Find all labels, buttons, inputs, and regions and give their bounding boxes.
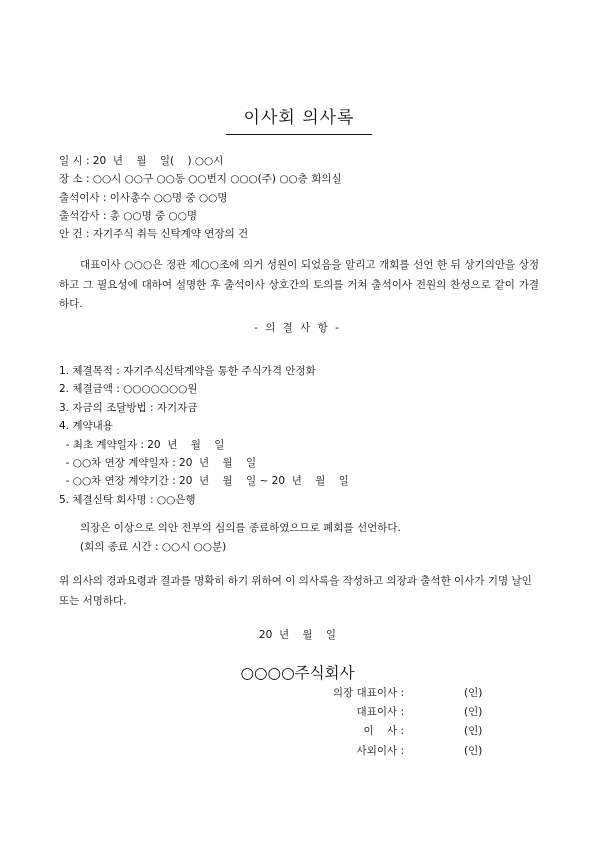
resolution-subitem: - ○○차 연장 계약일자 : 20 년 월 일 bbox=[59, 457, 257, 470]
certification-paragraph: 위 의사의 경과요령과 결과를 명확히 하기 위하여 이 의사록을 작성하고 의장과 출석한 이사가 기명 날인 또는 서명하다. bbox=[59, 575, 532, 607]
seal-mark: (인) bbox=[464, 725, 483, 738]
closing-statement bbox=[80, 519, 401, 557]
meeting-location: 장 소 : ○○시 ○○구 ○○동 ○○번지 ○○○(주) ○○층 회의실 bbox=[59, 173, 342, 186]
seal-mark: (인) bbox=[464, 744, 483, 757]
signer-role: 사외이사 : bbox=[356, 744, 404, 757]
signer-role: 이 사 : bbox=[363, 725, 404, 738]
resolution-item: 4. 계약내용 bbox=[59, 420, 113, 433]
seal-mark: (인) bbox=[464, 687, 483, 699]
resolution-item: 1. 체결목적 : 자기주식신탁계약을 통한 주식가격 안정화 bbox=[59, 365, 316, 377]
resolution-item: 2. 체결금액 : ○○○○○○○원 bbox=[59, 383, 198, 396]
resolution-item: 3. 자금의 조달방법 : 자기자금 bbox=[59, 401, 198, 414]
signer-row bbox=[300, 742, 482, 761]
signer-row bbox=[300, 703, 482, 722]
resolution-item: 5. 체결신탁 회사명 : ○○은행 bbox=[59, 493, 196, 506]
seal-mark: (인) bbox=[464, 706, 483, 719]
document-date: 20 년 월 일 bbox=[258, 629, 337, 641]
resolution-subitem: - ○○차 연장 계약기간 : 20 년 월 일 ~ 20 년 월 일 bbox=[59, 475, 349, 488]
document-title: 이사회 의사록 bbox=[226, 103, 372, 135]
resolution-heading: - 의 결 사 항 - bbox=[254, 322, 341, 334]
attending-directors: 출석이사 : 이사총수 ○○명 중 ○○명 bbox=[59, 191, 228, 204]
signer-row bbox=[300, 684, 482, 703]
closing-line: 의장은 이상으로 의안 전부의 심의를 종료하였으므로 폐회를 선언하다. bbox=[80, 522, 401, 534]
meeting-info bbox=[59, 152, 342, 243]
signature-block bbox=[300, 684, 482, 761]
resolution-subitem: - 최초 계약일자 : 20 년 월 일 bbox=[59, 438, 225, 451]
company-name: ○○○○주식회사 bbox=[240, 664, 355, 682]
closing-time: (회의 종료 시간 : ○○시 ○○분) bbox=[80, 541, 227, 553]
agenda: 안 건 : 자기주식 취득 신탁계약 연장의 건 bbox=[59, 228, 249, 241]
resolution-items bbox=[59, 362, 349, 509]
signer-role: 의장 대표이사 : bbox=[332, 687, 404, 699]
attending-auditors: 출석감사 : 총 ○○명 중 ○○명 bbox=[59, 209, 198, 222]
opening-paragraph: 대표이사 ○○○은 정관 제○○조에 의거 성원이 되었음을 알리고 개회를 선언 한 뒤 상기의안을 상정하고 그 필요성에 대하여 설명한 후 출석이사 상호간의 토의를 거쳐 출석이사 전원의 찬성으로 같이 가결하다. bbox=[59, 259, 539, 310]
signer-row bbox=[300, 722, 482, 741]
signer-role: 대표이사 : bbox=[356, 706, 404, 719]
meeting-datetime: 일 시 : 20 년 월 일( ) ○○시 bbox=[59, 155, 224, 167]
